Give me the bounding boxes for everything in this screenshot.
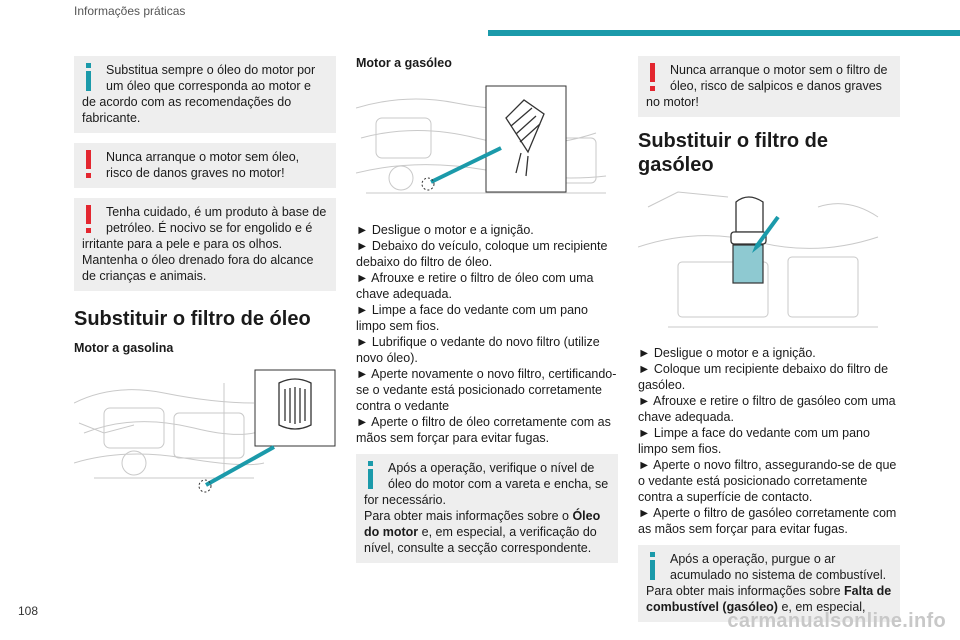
cross-reference: Falta de combustível (gasóleo) xyxy=(646,584,892,614)
info-more: Para obter mais informações sobre Falta de combustível (gasóleo) e, em especial, xyxy=(646,584,892,614)
steps-list xyxy=(356,222,618,446)
warning-box xyxy=(638,56,900,117)
step-item: ► Desligue o motor e a ignição. xyxy=(638,346,816,360)
step-item: ► Debaixo do veículo, coloque um recipiente debaixo do filtro de óleo. xyxy=(356,239,608,269)
warning-text: Nunca arranque o motor sem óleo, risco de danos graves no motor! xyxy=(106,150,300,180)
step-item: ► Aperte o filtro de gasóleo corretamente com as mãos sem forçar para evitar fugas. xyxy=(638,506,897,536)
step-item: ► Limpe a face do vedante com um pano limpo sem fios. xyxy=(356,303,588,333)
warning-icon xyxy=(82,205,96,233)
column-left xyxy=(74,56,336,498)
page-number: 108 xyxy=(18,604,39,618)
info-box xyxy=(356,454,618,563)
warning-box xyxy=(74,143,336,188)
warning-icon xyxy=(82,150,96,178)
step-item: ► Coloque um recipiente debaixo do filtro de gasóleo. xyxy=(638,362,889,392)
info-icon xyxy=(82,63,96,91)
warning-icon xyxy=(646,63,660,91)
warning-box xyxy=(74,198,336,291)
section-heading: Substituir o filtro de gasóleo xyxy=(638,130,828,176)
info-icon xyxy=(646,552,660,580)
diesel-filter-illustration xyxy=(638,187,900,332)
step-item: ► Afrouxe e retire o filtro de óleo com uma chave adequada. xyxy=(356,271,594,301)
step-item: ► Limpe a face do vedante com um pano limpo sem fios. xyxy=(638,426,870,456)
step-item: ► Aperte novamente o novo filtro, certificando-se o vedante está posicionado corretamente contra o vedante xyxy=(356,367,617,413)
step-item: ► Desligue o motor e a ignição. xyxy=(356,223,534,237)
column-middle xyxy=(356,56,618,573)
step-item: ► Lubrifique o vedante do novo filtro (utilize novo óleo). xyxy=(356,335,600,365)
petrol-engine-illustration xyxy=(74,363,336,493)
warning-text: Tenha cuidado, é um produto à base de petróleo. É nocivo se for engolido e é irritante para a pele e para os olhos. Mantenha o óleo drenado fora do alcance de crianças e animais. xyxy=(82,205,327,283)
steps-list xyxy=(638,345,900,537)
info-text: Substitua sempre o óleo do motor por um óleo que corresponda ao motor e de acordo com as recomendações do fabricante. xyxy=(82,63,316,125)
info-text: Após a operação, purgue o ar acumulado no sistema de combustível. xyxy=(670,552,887,582)
warning-text: Nunca arranque o motor sem o filtro de óleo, risco de salpicos e danos graves no motor! xyxy=(646,63,888,109)
cross-reference: Óleo do motor xyxy=(364,509,601,539)
info-icon xyxy=(364,461,378,489)
running-header: Informações práticas xyxy=(74,4,186,18)
section-heading: Substituir o filtro de óleo xyxy=(74,308,311,330)
info-more: Para obter mais informações sobre o Óleo do motor e, em especial, a verificação do nível, consulte a secção correspondente. xyxy=(364,509,601,555)
watermark: carmanualsonline.info xyxy=(727,610,946,632)
subsection-heading: Motor a gasolina xyxy=(74,341,174,355)
subsection-heading: Motor a gasóleo xyxy=(356,56,452,70)
step-item: ► Aperte o filtro de óleo corretamente com as mãos sem forçar para evitar fugas. xyxy=(356,415,611,445)
step-item: ► Afrouxe e retire o filtro de gasóleo com uma chave adequada. xyxy=(638,394,896,424)
step-item: ► Aperte o novo filtro, assegurando-se de que o vedante está posicionado corretamente contra a superfície de contacto. xyxy=(638,458,897,504)
info-text: Após a operação, verifique o nível de óleo do motor com a vareta e encha, se for necessário. xyxy=(364,461,609,507)
diesel-engine-illustration xyxy=(356,78,618,203)
column-right xyxy=(638,56,900,632)
info-box xyxy=(74,56,336,133)
header-accent-bar xyxy=(488,30,960,36)
